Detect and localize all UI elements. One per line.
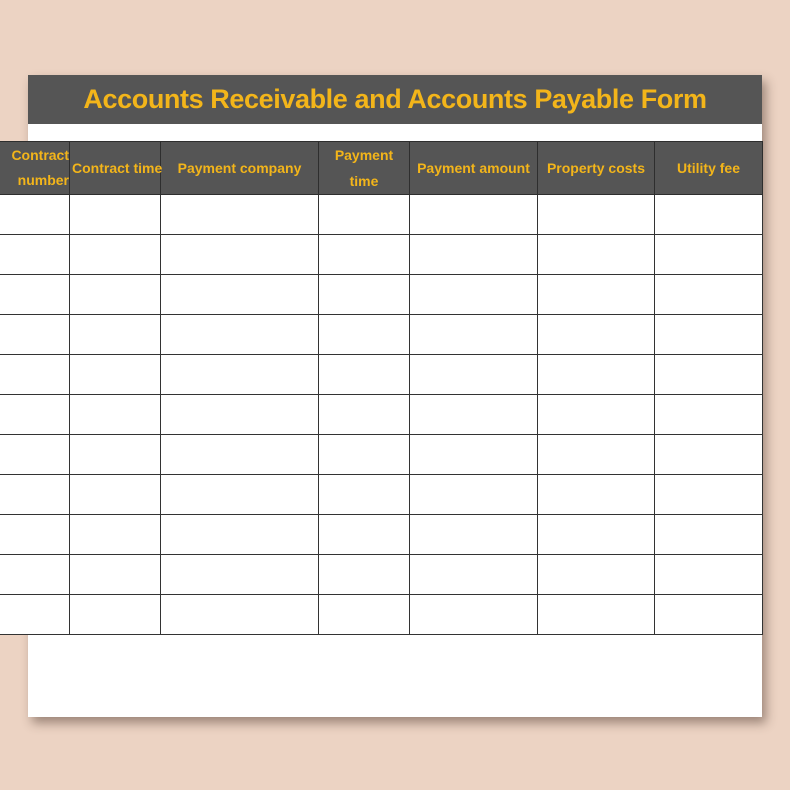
table-cell[interactable] bbox=[0, 315, 70, 355]
table-cell[interactable] bbox=[655, 395, 763, 435]
column-header-contract-number[interactable]: Contract number bbox=[0, 142, 70, 195]
table-cell[interactable] bbox=[655, 275, 763, 315]
table-row bbox=[0, 555, 763, 595]
table-cell[interactable] bbox=[410, 395, 538, 435]
table-cell[interactable] bbox=[410, 195, 538, 235]
table-cell[interactable] bbox=[161, 555, 319, 595]
table-row bbox=[0, 595, 763, 635]
table-cell[interactable] bbox=[161, 395, 319, 435]
table-row bbox=[0, 475, 763, 515]
table-cell[interactable] bbox=[0, 235, 70, 275]
table-cell[interactable] bbox=[70, 315, 161, 355]
table-cell[interactable] bbox=[0, 515, 70, 555]
form-sheet bbox=[11, 75, 762, 717]
table-row bbox=[0, 195, 763, 235]
table-cell[interactable] bbox=[319, 395, 410, 435]
table-cell[interactable] bbox=[70, 515, 161, 555]
table-row bbox=[0, 315, 763, 355]
table-cell[interactable] bbox=[161, 475, 319, 515]
table-cell[interactable] bbox=[70, 275, 161, 315]
table-cell[interactable] bbox=[161, 515, 319, 555]
table-cell[interactable] bbox=[538, 475, 655, 515]
table-cell[interactable] bbox=[538, 235, 655, 275]
table-cell[interactable] bbox=[0, 195, 70, 235]
table-row bbox=[0, 515, 763, 555]
table-cell[interactable] bbox=[655, 435, 763, 475]
table-cell[interactable] bbox=[655, 355, 763, 395]
table-cell[interactable] bbox=[0, 275, 70, 315]
table-cell[interactable] bbox=[319, 195, 410, 235]
table-cell[interactable] bbox=[161, 235, 319, 275]
table-cell[interactable] bbox=[410, 235, 538, 275]
table-cell[interactable] bbox=[410, 555, 538, 595]
header-row bbox=[0, 142, 763, 195]
table-cell[interactable] bbox=[538, 515, 655, 555]
table-cell[interactable] bbox=[0, 595, 70, 635]
table-cell[interactable] bbox=[538, 195, 655, 235]
table-body bbox=[0, 195, 763, 635]
table-cell[interactable] bbox=[161, 355, 319, 395]
column-header-property-costs[interactable]: Property costs bbox=[538, 142, 655, 195]
table-cell[interactable] bbox=[410, 595, 538, 635]
table-cell[interactable] bbox=[655, 555, 763, 595]
table-cell[interactable] bbox=[319, 315, 410, 355]
table-cell[interactable] bbox=[319, 475, 410, 515]
table-row bbox=[0, 355, 763, 395]
table-cell[interactable] bbox=[319, 515, 410, 555]
table-cell[interactable] bbox=[538, 555, 655, 595]
form-title: Accounts Receivable and Accounts Payable Form bbox=[83, 84, 707, 114]
table-cell[interactable] bbox=[410, 275, 538, 315]
table-cell[interactable] bbox=[70, 355, 161, 395]
table-cell[interactable] bbox=[0, 475, 70, 515]
column-header-contract-time[interactable]: Contract time bbox=[70, 142, 161, 195]
title-bar bbox=[28, 75, 762, 124]
table-cell[interactable] bbox=[161, 595, 319, 635]
column-header-payment-amount[interactable]: Payment amount bbox=[410, 142, 538, 195]
table-cell[interactable] bbox=[70, 475, 161, 515]
table-row bbox=[0, 435, 763, 475]
table-cell[interactable] bbox=[0, 355, 70, 395]
table-cell[interactable] bbox=[410, 355, 538, 395]
column-header-utility-fee[interactable]: Utility fee bbox=[655, 142, 763, 195]
table-row bbox=[0, 395, 763, 435]
table-cell[interactable] bbox=[538, 355, 655, 395]
table-cell[interactable] bbox=[70, 595, 161, 635]
table-cell[interactable] bbox=[655, 595, 763, 635]
table-cell[interactable] bbox=[319, 355, 410, 395]
table-cell[interactable] bbox=[319, 435, 410, 475]
table-cell[interactable] bbox=[70, 195, 161, 235]
table-cell[interactable] bbox=[410, 475, 538, 515]
table-cell[interactable] bbox=[70, 395, 161, 435]
table-cell[interactable] bbox=[70, 435, 161, 475]
table-cell[interactable] bbox=[319, 275, 410, 315]
table-cell[interactable] bbox=[655, 195, 763, 235]
table-cell[interactable] bbox=[410, 315, 538, 355]
table-cell[interactable] bbox=[655, 235, 763, 275]
table-cell[interactable] bbox=[0, 435, 70, 475]
table-cell[interactable] bbox=[161, 195, 319, 235]
table-cell[interactable] bbox=[655, 315, 763, 355]
table-cell[interactable] bbox=[0, 395, 70, 435]
table-cell[interactable] bbox=[319, 555, 410, 595]
table-cell[interactable] bbox=[410, 435, 538, 475]
table-cell[interactable] bbox=[161, 275, 319, 315]
column-header-payment-time[interactable]: Payment time bbox=[319, 142, 410, 195]
table-row bbox=[0, 275, 763, 315]
table-cell[interactable] bbox=[161, 315, 319, 355]
table-cell[interactable] bbox=[410, 515, 538, 555]
table-row bbox=[0, 235, 763, 275]
table-cell[interactable] bbox=[538, 275, 655, 315]
form-table bbox=[0, 141, 763, 635]
table-cell[interactable] bbox=[655, 515, 763, 555]
table-cell[interactable] bbox=[0, 555, 70, 595]
table-cell[interactable] bbox=[538, 395, 655, 435]
table-cell[interactable] bbox=[538, 595, 655, 635]
table-cell[interactable] bbox=[319, 235, 410, 275]
table-cell[interactable] bbox=[70, 235, 161, 275]
column-header-payment-company[interactable]: Payment company bbox=[161, 142, 319, 195]
table-cell[interactable] bbox=[70, 555, 161, 595]
table-cell[interactable] bbox=[538, 435, 655, 475]
table-viewport bbox=[11, 141, 762, 638]
table-cell[interactable] bbox=[319, 595, 410, 635]
table-cell[interactable] bbox=[538, 315, 655, 355]
table-cell[interactable] bbox=[655, 475, 763, 515]
table-cell[interactable] bbox=[161, 435, 319, 475]
